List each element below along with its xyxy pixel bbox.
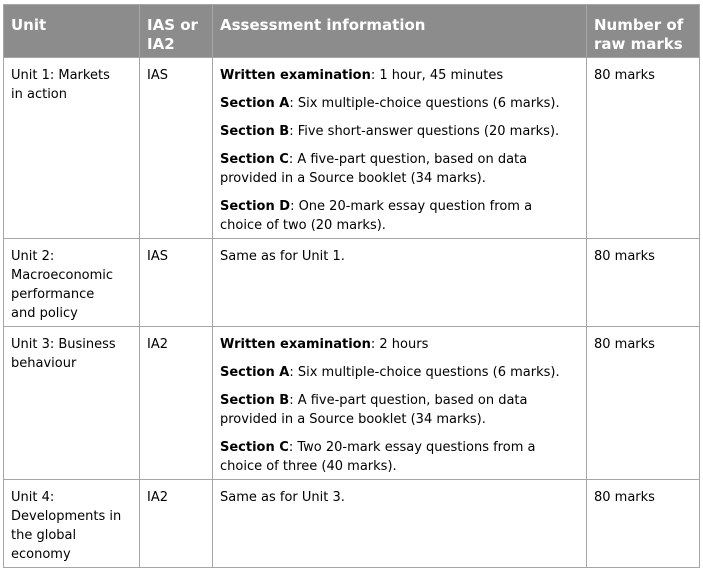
unit-text: performance [11, 287, 95, 302]
header-level [140, 5, 213, 58]
marks-cell: 80 marks [587, 327, 700, 480]
header-marks-text: Number of [594, 16, 684, 34]
assessment-item [220, 488, 586, 507]
table-row [4, 58, 700, 239]
assessment-item [220, 391, 586, 429]
table-row [4, 327, 700, 480]
table-row [4, 480, 700, 568]
assessment-text: choice of three (40 marks). [220, 459, 397, 474]
header-marks-text: raw marks [594, 35, 683, 53]
assessment-label: Written examination [220, 337, 371, 352]
assessment-text: provided in a Source booklet (34 marks). [220, 412, 486, 427]
assessment-label: Written examination [220, 68, 371, 83]
header-level-text: IAS or [147, 16, 198, 34]
header-row [4, 5, 700, 58]
assessment-label: Section A [220, 365, 290, 380]
unit-text: in action [11, 87, 67, 102]
header-unit-text: Unit [11, 16, 47, 34]
unit-text: Macroeconomic [11, 268, 114, 283]
unit-text: Unit 1: Markets [11, 68, 110, 83]
unit-cell [4, 239, 140, 327]
assessment-text: : Six multiple-choice questions (6 marks). [289, 96, 560, 111]
assessment-label: Section A [220, 96, 290, 111]
assessment-text: : A five-part question, based on data [288, 152, 528, 167]
unit-cell [4, 327, 140, 480]
unit-text: the global [11, 528, 77, 543]
assessment-text: : A five-part question, based on data [289, 393, 528, 408]
assessment-text: Same as for Unit 1. [220, 249, 345, 264]
assessment-item [220, 94, 586, 113]
assessment-text: : 1 hour, 45 minutes [370, 68, 504, 83]
unit-cell [4, 480, 140, 568]
header-unit [4, 5, 140, 58]
assessment-label: Section C [220, 152, 289, 167]
header-level-text: IA2 [147, 35, 175, 53]
assessment-cell [213, 239, 587, 327]
marks-cell: 80 marks [587, 58, 700, 239]
assessment-text: : One 20-mark essay question from a [290, 199, 533, 214]
assessment-cell [213, 480, 587, 568]
table-row [4, 239, 700, 327]
assessment-item [220, 122, 586, 141]
unit-text: Unit 3: Business [11, 337, 116, 352]
assessment-label: Section B [220, 393, 290, 408]
header-assessment-text: Assessment information [220, 16, 426, 34]
marks-cell: 80 marks [587, 239, 700, 327]
assessment-text: : 2 hours [370, 337, 429, 352]
assessment-item [220, 197, 586, 235]
unit-text: and policy [11, 306, 78, 321]
assessment-cell [213, 327, 587, 480]
assessment-text: : Five short-answer questions (20 marks). [289, 124, 560, 139]
assessment-text: : Two 20-mark essay questions from a [288, 440, 536, 455]
assessment-text: : Six multiple-choice questions (6 marks). [289, 365, 560, 380]
unit-text: Unit 4: [11, 490, 55, 505]
assessment-item [220, 438, 586, 476]
assessment-item [220, 363, 586, 382]
assessment-label: Section C [220, 440, 289, 455]
header-marks [587, 5, 700, 58]
assessment-item [220, 150, 586, 188]
level-cell: IAS [140, 239, 213, 327]
assessment-cell [213, 58, 587, 239]
marks-cell: 80 marks [587, 480, 700, 568]
level-cell: IAS [140, 58, 213, 239]
assessment-text: choice of two (20 marks). [220, 218, 386, 233]
assessment-text: Same as for Unit 3. [220, 490, 345, 505]
unit-text: economy [11, 547, 71, 562]
assessment-item [220, 247, 586, 266]
unit-cell [4, 58, 140, 239]
level-cell: IA2 [140, 327, 213, 480]
unit-text: Unit 2: [11, 249, 55, 264]
assessment-table [3, 4, 700, 568]
level-cell: IA2 [140, 480, 213, 568]
assessment-label: Section D [220, 199, 291, 214]
assessment-label: Section B [220, 124, 290, 139]
assessment-item [220, 335, 586, 354]
unit-text: behaviour [11, 356, 77, 371]
header-assessment [213, 5, 587, 58]
assessment-text: provided in a Source booklet (34 marks). [220, 171, 486, 186]
assessment-item [220, 66, 586, 85]
unit-text: Developments in [11, 509, 122, 524]
